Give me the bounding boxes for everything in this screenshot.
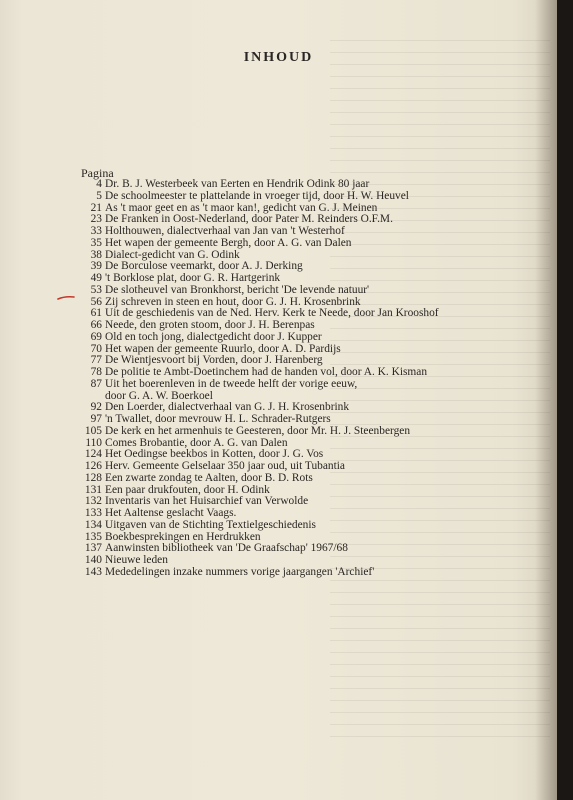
toc-entry xyxy=(80,332,500,344)
toc-title: Het Aaltense geslacht Vaags. xyxy=(105,507,237,519)
toc-page-number: 87 xyxy=(90,377,102,390)
toc-entry xyxy=(80,567,500,579)
toc-entry xyxy=(80,191,500,203)
table-of-contents xyxy=(80,179,500,579)
toc-page-number: 105 xyxy=(84,424,102,437)
toc-title: De Borculose veemarkt, door A. J. Derking xyxy=(105,260,303,273)
toc-page-number: 131 xyxy=(84,483,102,496)
toc-entry xyxy=(80,320,500,332)
toc-page-number: 143 xyxy=(84,565,102,578)
toc-title: Dialect-gedicht van G. Odink xyxy=(105,248,240,261)
toc-entry xyxy=(80,461,500,473)
toc-entry xyxy=(80,179,500,191)
toc-title: Comes Brobantie, door A. G. van Dalen xyxy=(105,436,288,449)
toc-title: De slotheuvel van Bronkhorst, bericht 'De levende natuur' xyxy=(105,283,370,296)
toc-title: De Wientjesvoort bij Vorden, door J. Harenberg xyxy=(105,354,323,367)
toc-title: Zij schreven in steen en hout, door G. J. H. Krosenbrink xyxy=(105,295,361,308)
toc-page-number: 35 xyxy=(90,236,102,249)
toc-page-number: 134 xyxy=(84,518,102,531)
toc-title: Boekbesprekingen en Herdrukken xyxy=(105,530,261,543)
toc-entry xyxy=(80,238,500,250)
toc-title: Herv. Gemeente Gelselaar 350 jaar oud, uit Tubantia xyxy=(105,460,345,472)
toc-page-number: 92 xyxy=(90,401,102,414)
toc-title: De politie te Ambt-Doetinchem had de handen vol, door A. K. Kisman xyxy=(105,366,428,378)
toc-page-number: 49 xyxy=(90,272,102,284)
toc-page-number: 132 xyxy=(84,495,102,508)
red-pen-mark xyxy=(57,295,75,301)
toc-entry xyxy=(80,367,500,379)
toc-entry xyxy=(80,426,500,438)
toc-page-number: 66 xyxy=(90,319,102,331)
toc-page-number: 128 xyxy=(84,471,102,484)
toc-page-number: 61 xyxy=(90,307,102,320)
toc-title: Aanwinsten bibliotheek van 'De Graafschap' 1967/68 xyxy=(105,542,348,555)
toc-entry xyxy=(80,285,500,297)
toc-title: Neede, den groten stoom, door J. H. Berenpas xyxy=(105,319,315,331)
toc-entry xyxy=(80,414,500,426)
toc-page-number: 39 xyxy=(90,260,102,273)
toc-page-number: 97 xyxy=(90,413,102,425)
toc-page-number: 77 xyxy=(90,354,102,367)
toc-title: 'n Twallet, door mevrouw H. L. Schrader-Rutgers xyxy=(105,413,331,425)
page-heading: INHOUD xyxy=(243,50,314,65)
toc-page-number: 78 xyxy=(90,366,102,378)
toc-title: Dr. B. J. Westerbeek van Eerten en Hendrik Odink 80 jaar xyxy=(105,178,370,190)
toc-page-number: 133 xyxy=(84,507,102,519)
toc-title: De kerk en het armenhuis te Geesteren, door Mr. H. J. Steenbergen xyxy=(105,424,411,437)
page-column-label: Pagina xyxy=(81,166,114,180)
toc-entry xyxy=(80,473,500,485)
toc-page-number: 21 xyxy=(90,201,102,214)
toc-page-number: 140 xyxy=(84,554,102,566)
toc-entry xyxy=(80,226,500,238)
toc-title: Het wapen der gemeente Ruurlo, door A. D. Pardijs xyxy=(105,342,341,355)
toc-title: door G. A. W. Boerkoel xyxy=(105,389,213,402)
toc-title: Het Oedingse beekbos in Kotten, door J. G. Vos xyxy=(105,448,324,461)
toc-title: Holthouwen, dialectverhaal van Jan van 't Westerhof xyxy=(105,225,345,237)
toc-title: As 't maor geet en as 't maor kan!, gedicht van G. J. Meinen xyxy=(105,201,378,214)
toc-title: Uit de geschiedenis van de Ned. Herv. Kerk te Neede, door Jan Krooshof xyxy=(105,307,439,320)
toc-page-number: 4 xyxy=(96,178,102,190)
toc-page-number: 38 xyxy=(90,248,102,261)
toc-title: Het wapen der gemeente Bergh, door A. G. van Dalen xyxy=(105,236,352,249)
toc-title: Een paar drukfouten, door H. Odink xyxy=(105,483,270,496)
toc-page-number: 56 xyxy=(90,295,102,308)
toc-page-number: 70 xyxy=(90,342,102,355)
toc-page-number: 5 xyxy=(96,189,102,202)
toc-page-number: 137 xyxy=(84,542,102,555)
toc-title: De Franken in Oost-Nederland, door Pater M. Reinders O.F.M. xyxy=(105,213,393,226)
toc-title: Uit het boerenleven in de tweede helft der vorige eeuw, xyxy=(105,377,358,390)
toc-page-number: 135 xyxy=(84,530,102,543)
toc-entry xyxy=(80,508,500,520)
toc-page-number: 53 xyxy=(90,283,102,296)
binding-shadow xyxy=(535,0,557,800)
toc-page-number: 126 xyxy=(84,460,102,472)
toc-title: Uitgaven van de Stichting Textielgeschiedenis xyxy=(105,518,316,531)
toc-page-number: 33 xyxy=(90,225,102,237)
toc-entry xyxy=(80,555,500,567)
toc-page-number: 69 xyxy=(90,330,102,343)
toc-title: Inventaris van het Huisarchief van Verwolde xyxy=(105,495,309,508)
toc-entry xyxy=(80,273,500,285)
toc-page-number: 124 xyxy=(84,448,102,461)
toc-page-number: 23 xyxy=(90,213,102,226)
toc-title: Old en toch jong, dialectgedicht door J. Kupper xyxy=(105,330,322,343)
toc-entry xyxy=(80,379,500,391)
toc-title: Een zwarte zondag te Aalten, door B. D. Rots xyxy=(105,471,313,484)
toc-entry xyxy=(80,520,500,532)
toc-title: 't Borklose plat, door G. R. Hartgerink xyxy=(105,272,281,284)
toc-page-number: 110 xyxy=(85,436,102,449)
toc-title: Mededelingen inzake nummers vorige jaargangen 'Archief' xyxy=(105,565,375,578)
toc-title: De schoolmeester te plattelande in vroeger tijd, door H. W. Heuvel xyxy=(105,189,409,202)
toc-title: Nieuwe leden xyxy=(105,554,168,566)
toc-title: Den Loerder, dialectverhaal van G. J. H. Krosenbrink xyxy=(105,401,350,414)
